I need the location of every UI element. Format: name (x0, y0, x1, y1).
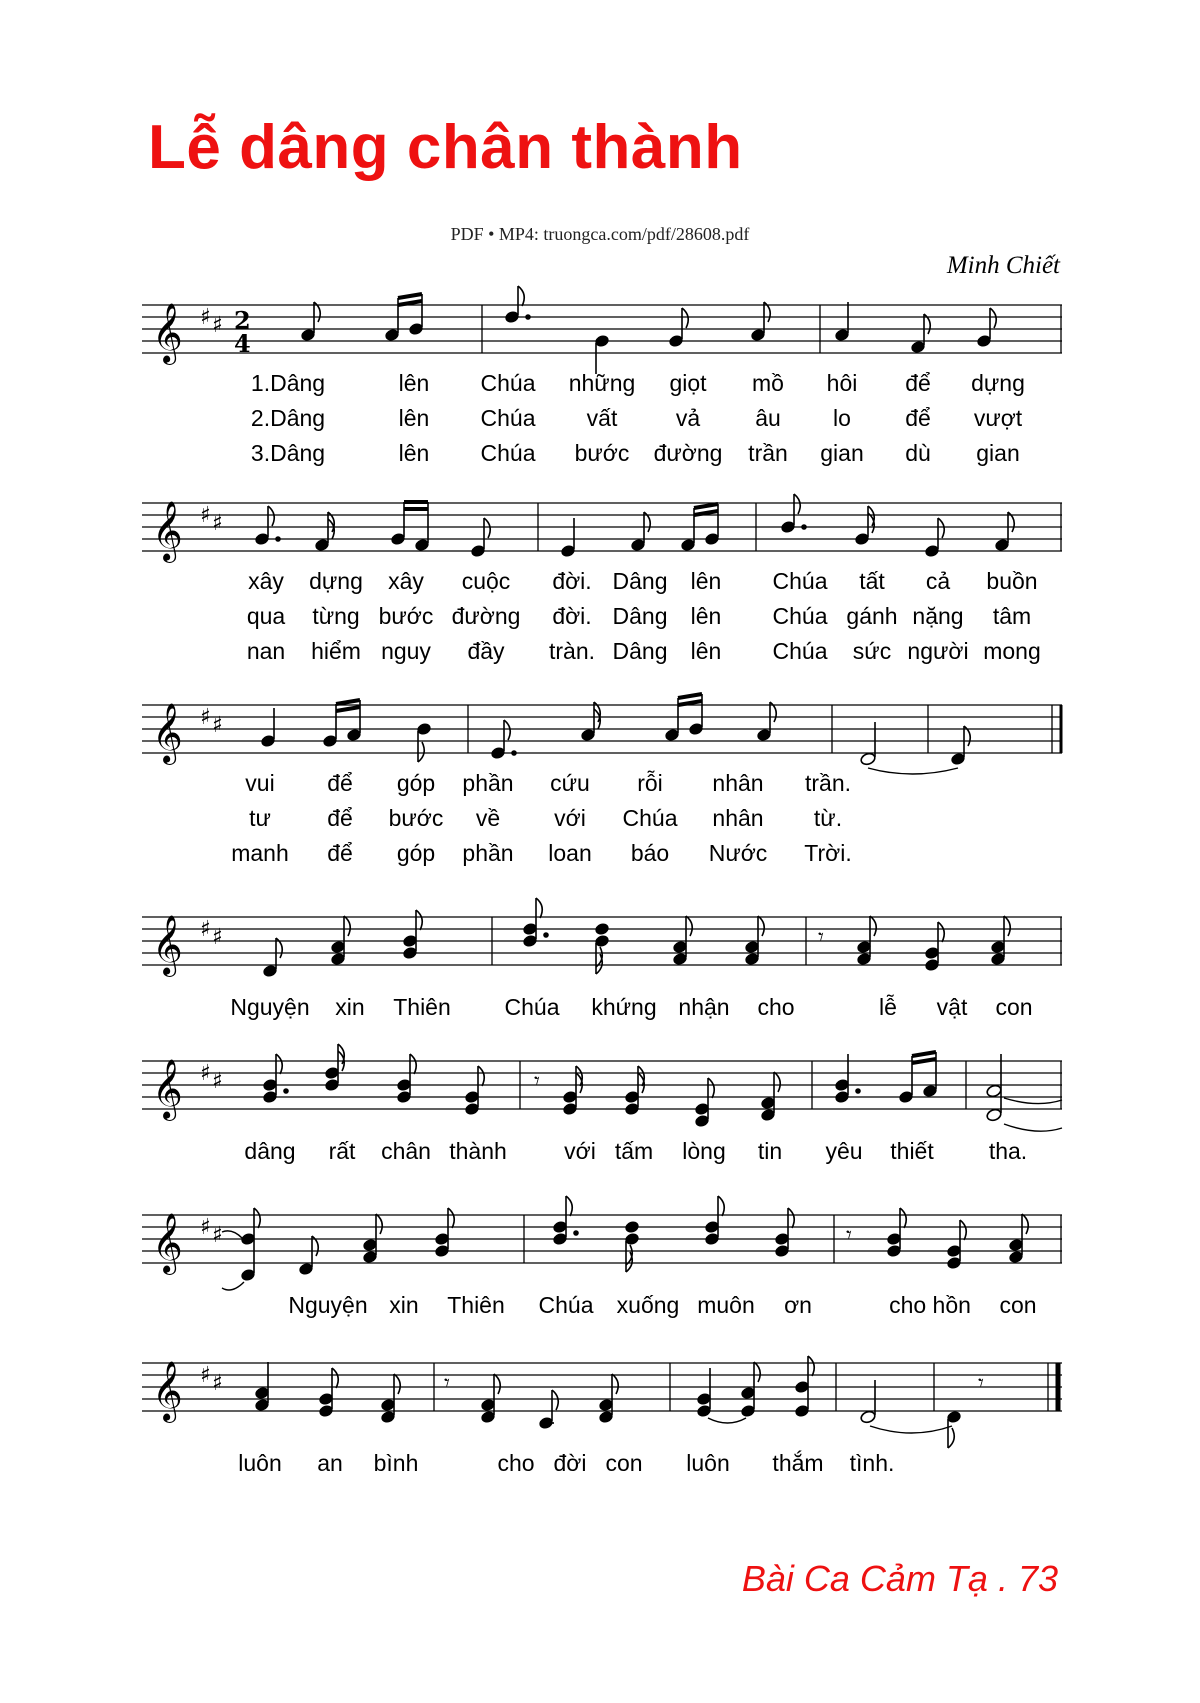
lyric: cho hồn (889, 1292, 971, 1318)
music-system-2 (142, 486, 1062, 676)
rest-icon: 𝄾 (978, 1371, 984, 1396)
lyric: chân (381, 1138, 431, 1164)
svg-text:♯: ♯ (212, 713, 223, 738)
lyric: vật (936, 994, 968, 1020)
music-system-1 (142, 288, 1062, 478)
lyric: đường (653, 440, 723, 466)
lyric: Chúa (480, 405, 536, 431)
lyric: mồ (752, 370, 784, 396)
note (595, 335, 609, 348)
lyric: bước (388, 805, 444, 831)
lyric: tâm (992, 603, 1032, 629)
lyric: dù (905, 440, 931, 466)
lyric: đường (451, 603, 521, 629)
lyric: luôn (238, 1450, 282, 1476)
note (301, 329, 315, 342)
lyric: thiết (890, 1138, 934, 1164)
lyric: với (564, 1138, 596, 1164)
music-system-3 (142, 688, 1062, 878)
lyric: Chúa (538, 1292, 594, 1318)
lyric: lên (690, 638, 722, 664)
svg-text:♯: ♯ (212, 1223, 223, 1248)
lyric: trần (748, 440, 788, 466)
lyric: tha. (988, 1138, 1028, 1164)
lyric: tư (249, 805, 271, 831)
lyric: với (554, 805, 586, 831)
staff-7 (142, 1346, 1062, 1446)
lyric: Chúa (622, 805, 678, 831)
lyric: Thiên (447, 1292, 505, 1318)
lyric: Chúa (480, 440, 536, 466)
lyric: nguy (381, 638, 431, 664)
lyric: Dâng (612, 638, 668, 664)
time-signature-top: 2 (234, 306, 251, 335)
lyric: bình (373, 1450, 419, 1476)
lyric: nhân (712, 770, 764, 796)
lyric: bước (574, 440, 630, 466)
lyric: lễ (879, 994, 897, 1020)
lyric: cho (757, 994, 795, 1020)
lyric: lên (690, 568, 722, 594)
lyric: xây (248, 568, 284, 594)
lyric: từ. (813, 805, 843, 831)
lyric: Nguyện (288, 1292, 368, 1318)
lyric: để (327, 840, 353, 866)
lyric: người (907, 638, 969, 664)
lyric: mong (983, 638, 1041, 664)
lyric: gian (976, 440, 1020, 466)
lyric: bước (378, 603, 434, 629)
svg-text:♯: ♯ (212, 1069, 223, 1094)
lyric: Nguyện (230, 994, 310, 1020)
lyric: rỗi (637, 770, 663, 796)
lyric: vả (675, 405, 701, 431)
lyric: 2.Dâng (250, 405, 326, 431)
lyric: Nước (708, 840, 768, 866)
music-system-6 (142, 1198, 1062, 1328)
lyric: dâng (244, 1138, 296, 1164)
lyric: lên (398, 370, 430, 396)
svg-text:♯: ♯ (200, 705, 211, 730)
treble-clef-icon: 𝄞 (152, 303, 183, 363)
lyric: an (317, 1450, 343, 1476)
svg-text:♯: ♯ (212, 925, 223, 950)
lyric: lên (398, 440, 430, 466)
lyric: lên (398, 405, 430, 431)
lyric: nan (246, 638, 286, 664)
lyric: thắm (772, 1450, 824, 1476)
lyric: cứu (550, 770, 590, 796)
lyric: con (995, 994, 1033, 1020)
lyric: hiểm (311, 638, 361, 664)
lyric: buồn (986, 568, 1038, 594)
lyric: tấm (614, 1138, 654, 1164)
lyric: hôi (826, 370, 858, 396)
composer-name: Minh Chiết (946, 252, 1060, 279)
lyric: vui (245, 770, 275, 796)
lyric: Chúa (772, 568, 828, 594)
lyric: đời. (552, 603, 592, 629)
time-signature-bottom: 4 (234, 329, 251, 358)
lyric: nhận (678, 994, 730, 1020)
lyric: tràn. (548, 638, 596, 664)
lyric: lòng (682, 1138, 726, 1164)
treble-clef-icon: 𝄞 (152, 1059, 183, 1119)
lyric: tất (859, 568, 885, 594)
song-title: Lễ dâng chân thành (148, 113, 743, 182)
note (669, 335, 683, 348)
lyric: manh (231, 840, 289, 866)
treble-clef-icon: 𝄞 (152, 1361, 183, 1421)
lyric: về (475, 805, 501, 831)
lyric: muôn (697, 1292, 755, 1318)
lyric: gánh (846, 603, 898, 629)
lyric: rất (328, 1138, 356, 1164)
lyric: Chúa (772, 603, 828, 629)
lyric: đời. (552, 568, 592, 594)
treble-clef-icon: 𝄞 (152, 703, 183, 763)
lyric: Dâng (612, 568, 668, 594)
key-signature-sharps: ♯ (200, 305, 211, 330)
note (835, 329, 849, 342)
lyric: góp (396, 840, 436, 866)
lyric: phần (462, 840, 514, 866)
staff-6 (142, 1198, 1062, 1298)
music-system-5 (142, 1044, 1062, 1174)
lyric: 3.Dâng (250, 440, 326, 466)
lyric: con (999, 1292, 1037, 1318)
lyric: xin (335, 994, 365, 1020)
lyric: xuống (616, 1292, 680, 1318)
treble-clef-icon: 𝄞 (152, 1213, 183, 1273)
lyric: để (905, 405, 931, 431)
lyric: yêu (825, 1138, 863, 1164)
note (505, 311, 519, 324)
lyric: loan (548, 840, 592, 866)
rest-icon: 𝄾 (444, 1371, 450, 1396)
lyric: sức (852, 638, 892, 664)
lyric: cho (497, 1450, 535, 1476)
rest-icon: 𝄾 (846, 1223, 852, 1248)
lyric: cả (925, 568, 951, 594)
lyric: qua (246, 603, 286, 629)
lyric: trần. (804, 770, 852, 796)
lyric: tình. (849, 1450, 895, 1476)
lyric: dựng (309, 568, 363, 594)
lyric: nhân (712, 805, 764, 831)
source-link[interactable]: PDF • MP4: truongca.com/pdf/28608.pdf (450, 224, 750, 244)
lyric: ơn (784, 1292, 812, 1318)
lyric: đời (553, 1450, 587, 1476)
lyric: đầy (467, 638, 505, 664)
lyric: vượt (973, 405, 1023, 431)
svg-text:♯: ♯ (200, 1363, 211, 1388)
lyric: để (327, 770, 353, 796)
staff-5 (142, 1044, 1062, 1144)
lyric: con (605, 1450, 643, 1476)
staff-3 (142, 688, 1062, 788)
note (385, 329, 399, 342)
note (751, 329, 765, 342)
lyric: phần (462, 770, 514, 796)
lyric: lên (690, 603, 722, 629)
note (977, 335, 991, 348)
rest-icon: 𝄾 (534, 1069, 540, 1094)
lyric: khứng (591, 994, 657, 1020)
music-system-7 (142, 1346, 1062, 1486)
lyric: nặng (912, 603, 964, 629)
lyric: lo (833, 405, 851, 431)
lyric: Chúa (480, 370, 536, 396)
staff-4 (142, 900, 1062, 1000)
lyric: 1.Dâng (250, 370, 326, 396)
svg-text:♯: ♯ (200, 1061, 211, 1086)
lyric: để (905, 370, 931, 396)
svg-text:♯: ♯ (200, 917, 211, 942)
lyric: Chúa (504, 994, 560, 1020)
lyric: thành (449, 1138, 507, 1164)
music-system-4 (142, 900, 1062, 1030)
note (911, 341, 925, 354)
lyric: giọt (669, 370, 707, 396)
lyric: tin (757, 1138, 783, 1164)
lyric: những (568, 370, 636, 396)
lyric: báo (630, 840, 670, 866)
lyric: cuộc (461, 568, 511, 594)
treble-clef-icon: 𝄞 (152, 501, 183, 561)
lyric: Thiên (393, 994, 451, 1020)
lyric: từng (312, 603, 360, 629)
svg-text:♯: ♯ (212, 1371, 223, 1396)
lyric: gian (820, 440, 864, 466)
lyric: Trời. (804, 840, 852, 866)
lyric: vất (586, 405, 618, 431)
svg-text:♯: ♯ (200, 1215, 211, 1240)
lyric: dựng (971, 370, 1025, 396)
rest-icon: 𝄾 (818, 925, 824, 950)
lyric: Chúa (772, 638, 828, 664)
lyric: để (327, 805, 353, 831)
note (409, 323, 423, 336)
lyric: Dâng (612, 603, 668, 629)
lyric: âu (755, 405, 781, 431)
lyric: xây (388, 568, 424, 594)
lyric: xin (389, 1292, 419, 1318)
footer-page-label: Bài Ca Cảm Tạ . 73 (741, 1558, 1058, 1599)
lyric: luôn (686, 1450, 730, 1476)
svg-text:♯: ♯ (212, 313, 223, 338)
svg-text:♯: ♯ (212, 511, 223, 536)
treble-clef-icon: 𝄞 (152, 915, 183, 975)
lyric: góp (396, 770, 436, 796)
svg-text:♯: ♯ (200, 503, 211, 528)
